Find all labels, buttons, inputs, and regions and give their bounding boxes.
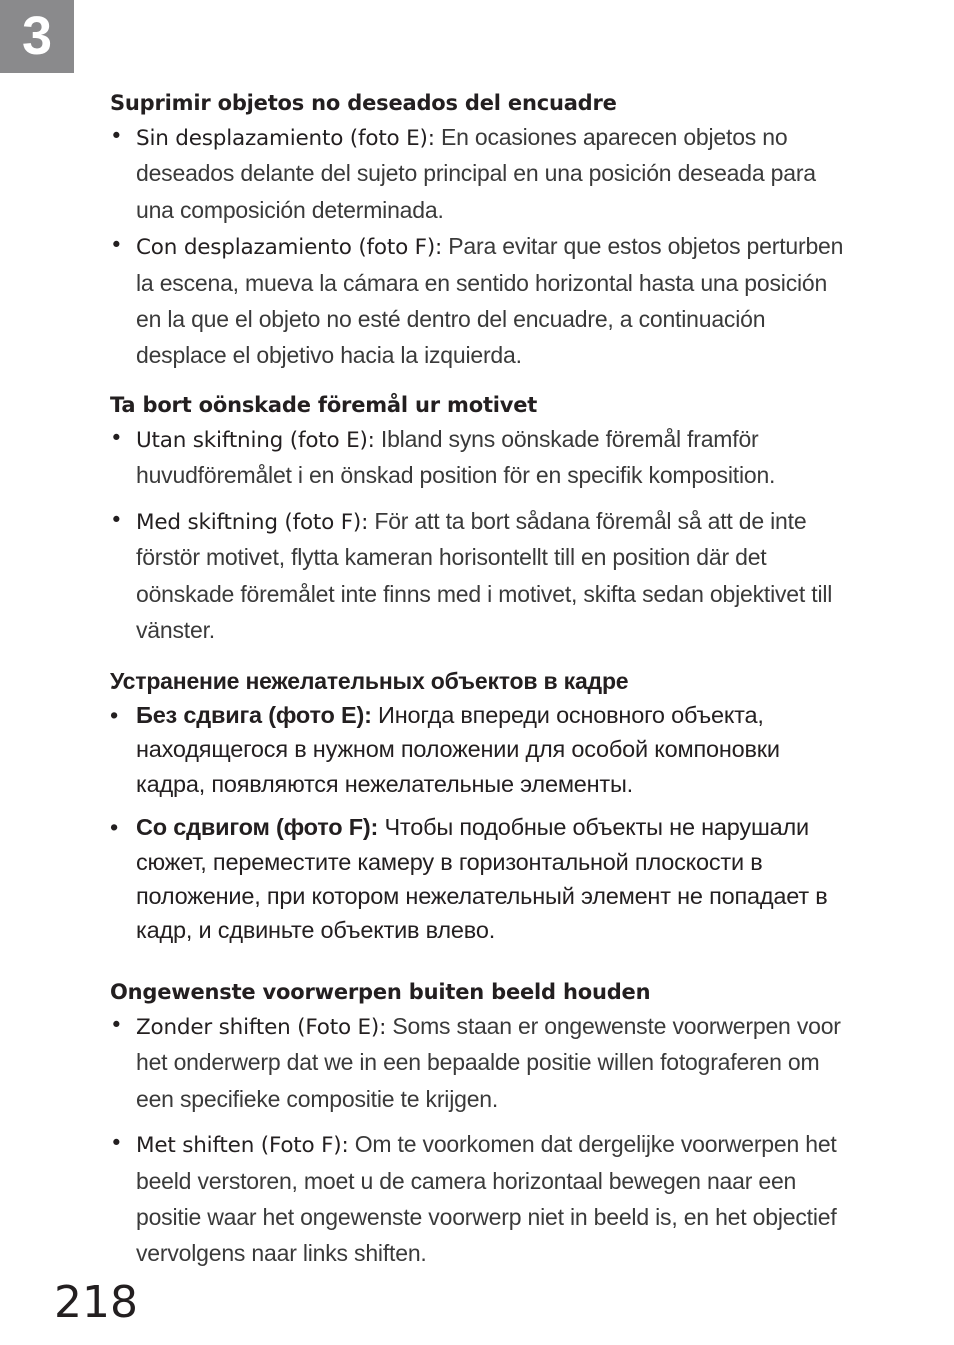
bullet-text: Ibland syns oönskade föremål framför huvudföremålet i en önskad position för en specifik komposition. <box>136 426 776 489</box>
list-item <box>110 229 850 375</box>
bullet-lead: Со сдвигом (фото F): <box>136 814 379 841</box>
bullet-icon: • <box>110 507 123 533</box>
section-swedish <box>110 390 850 649</box>
bullet-icon: • <box>110 1013 123 1038</box>
bullet-text: Чтобы подобные объекты не нарушали сюжет, переместите камеру в горизонтальной плоскости в положение, при котором нежелательный элемент не попадает в кадр, и сдвиньте объектив влево. <box>136 814 828 944</box>
list-item <box>110 504 850 650</box>
bullet-icon: • <box>110 1131 123 1157</box>
bullet-lead: Zonder shiften (Foto E): <box>136 1015 387 1040</box>
bullet-icon: • <box>110 233 123 259</box>
bullet-text: Om te voorkomen dat dergelijke voorwerpen het beeld verstoren, moet u de camera horizontaal bewegen naar een positie waar het ongewenste voorwerp niet in beeld is, en het objectief vervolgens naar links shiften. <box>136 1131 837 1267</box>
section-heading: Suprimir objetos no deseados del encuadre <box>110 91 617 115</box>
section-heading: Ongewenste voorwerpen buiten beeld houden <box>110 980 651 1004</box>
bullet-icon: • <box>110 702 119 728</box>
list-item <box>110 422 850 495</box>
bullet-lead: Без сдвига (фото E): <box>136 702 372 728</box>
chapter-tab: 3 <box>0 0 74 73</box>
bullet-text: En ocasiones aparecen objetos no deseados delante del sujeto principal en una posición deseada para una composición determinada. <box>136 124 816 223</box>
section-russian <box>110 666 850 948</box>
bullet-icon: • <box>110 814 119 841</box>
bullet-lead: Med skiftning (foto F): <box>136 509 369 535</box>
section-dutch <box>110 977 850 1273</box>
bullet-text: För att ta bort sådana föremål så att de inte förstör motivet, flytta kameran horisontellt till en position där det oönskade föremålet inte finns med i motivet, skifta sedan objektivet till vänster. <box>136 507 833 644</box>
list-item <box>110 1127 850 1273</box>
section-heading: Устранение нежелательных объектов в кадре <box>110 668 629 694</box>
list-item <box>110 810 850 948</box>
bullet-text: Para evitar que estos objetos perturben la escena, mueva la cámara en sentido horizontal hasta una posición en la que el objeto no esté dentro del encuadre, a continuación desplace el objetivo hacia la izquierda. <box>136 233 844 369</box>
list-item <box>110 698 850 801</box>
bullet-lead: Utan skiftning (foto E): <box>136 428 375 453</box>
list-item <box>110 1009 850 1118</box>
section-heading: Ta bort oönskade föremål ur motivet <box>110 393 538 417</box>
bullet-lead: Met shiften (Foto F): <box>136 1133 349 1159</box>
list-item <box>110 120 850 229</box>
bullet-text: Иногда впереди основного объекта, находящегося в нужном положении для особой компоновки кадра, появляются нежелательные элементы. <box>136 702 780 797</box>
page-number: 218 <box>54 1277 138 1328</box>
bullet-lead: Sin desplazamiento (foto E): <box>136 126 435 151</box>
bullet-text: Soms staan er ongewenste voorwerpen voor het onderwerp dat we in een bepaalde positie willen fotograferen om een specifieke compositie te krijgen. <box>136 1013 841 1112</box>
bullet-icon: • <box>110 426 123 451</box>
bullet-lead: Con desplazamiento (foto F): <box>136 235 443 261</box>
bullet-icon: • <box>110 124 123 149</box>
section-spanish <box>110 88 850 375</box>
